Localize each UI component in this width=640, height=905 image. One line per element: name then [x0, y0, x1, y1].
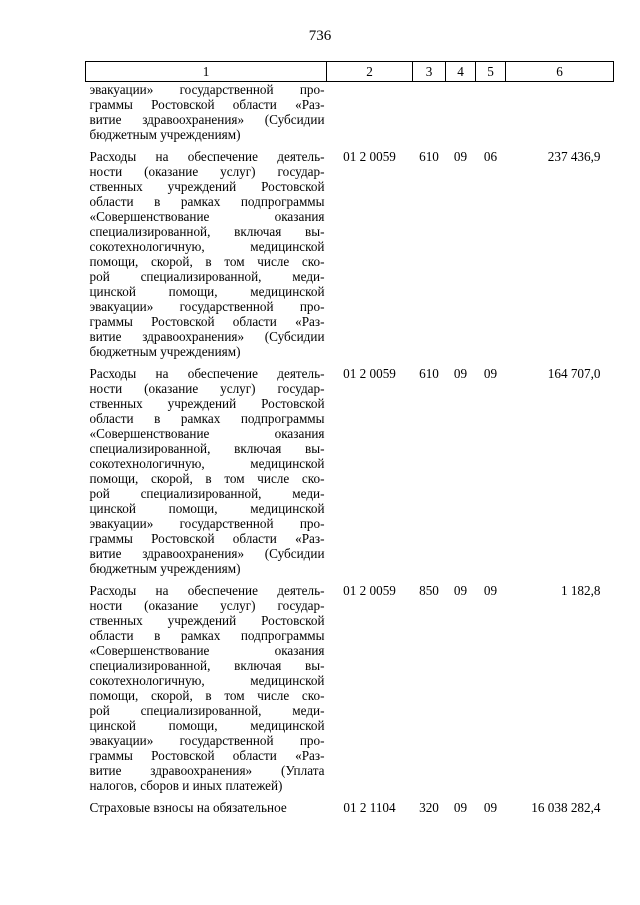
section-code: 09 [453, 583, 468, 598]
description-line: витие здравоохранения» (Субсидии [89, 546, 325, 561]
description-line: эвакуации» государственной про- [89, 82, 325, 97]
description-line: ности (оказание услуг) государ- [89, 164, 325, 179]
table-row [86, 82, 614, 150]
description-line: рой специализированной, меди- [89, 269, 325, 284]
table-row [86, 583, 614, 800]
expense-type-code: 610 [419, 366, 439, 381]
page-number: 736 [308, 28, 332, 44]
description-line: сокотехнологичную, медицинской [89, 673, 325, 688]
description-line: помощи, скорой, в том числе ско- [89, 254, 325, 269]
expense-description [86, 800, 327, 822]
description-line: граммы Ростовской области «Раз- [89, 97, 325, 112]
subsection-code: 06 [483, 149, 498, 164]
description-line: области в рамках подпрограммы [89, 411, 325, 426]
table-row [86, 149, 614, 366]
subsection-code [476, 82, 506, 150]
description-line: ности (оказание услуг) государ- [89, 598, 325, 613]
description-line: Расходы на обеспечение деятель- [89, 583, 325, 598]
expense-type-code: 610 [419, 149, 439, 164]
description-line: цинской помощи, медицинской [89, 718, 325, 733]
description-line: витие здравоохранения» (Субсидии [89, 112, 325, 127]
description-line: ственных учреждений Ростовской [89, 396, 325, 411]
column-header: 3 [413, 62, 446, 82]
target-article-code [327, 82, 413, 150]
description-line: специализированной, включая вы- [89, 658, 325, 673]
target-article-code: 01 2 1104 [343, 800, 396, 815]
table-row [86, 800, 614, 822]
description-line: области в рамках подпрограммы [89, 628, 325, 643]
section-code [446, 82, 476, 150]
column-header: 1 [86, 62, 327, 82]
amount: 237 436,9 [547, 149, 601, 164]
amount: 16 038 282,4 [531, 800, 601, 815]
expense-type-code: 850 [419, 583, 439, 598]
description-line: области в рамках подпрограммы [89, 194, 325, 209]
table-header-row [86, 62, 614, 82]
amount: 164 707,0 [547, 366, 601, 381]
subsection-code: 09 [483, 366, 498, 381]
column-header: 4 [446, 62, 476, 82]
expense-description [86, 366, 327, 583]
description-line: сокотехнологичную, медицинской [89, 239, 325, 254]
description-line: граммы Ростовской области «Раз- [89, 531, 325, 546]
description-line: цинской помощи, медицинской [89, 501, 325, 516]
table-row [86, 366, 614, 583]
expense-description [86, 149, 327, 366]
description-line: граммы Ростовской области «Раз- [89, 314, 325, 329]
description-line: витие здравоохранения» (Уплата [89, 763, 325, 778]
description-line: ственных учреждений Ростовской [89, 179, 325, 194]
expense-description [86, 82, 327, 150]
target-article-code: 01 2 0059 [343, 149, 396, 164]
section-code: 09 [453, 800, 468, 815]
description-line: ственных учреждений Ростовской [89, 613, 325, 628]
description-line: рой специализированной, меди- [89, 703, 325, 718]
description-line: бюджетным учреждениям) [89, 344, 241, 359]
description-line: помощи, скорой, в том числе ско- [89, 471, 325, 486]
description-line: бюджетным учреждениям) [89, 561, 241, 576]
description-line: «Совершенствование оказания [89, 643, 325, 658]
description-line: эвакуации» государственной про- [89, 516, 325, 531]
target-article-code: 01 2 0059 [343, 583, 396, 598]
description-line: витие здравоохранения» (Субсидии [89, 329, 325, 344]
amount: 1 182,8 [560, 583, 601, 598]
section-code: 09 [453, 149, 468, 164]
description-line: эвакуации» государственной про- [89, 299, 325, 314]
column-header: 6 [506, 62, 614, 82]
description-line: налогов, сборов и иных платежей) [89, 778, 283, 793]
budget-table [85, 61, 614, 822]
expense-description [86, 583, 327, 800]
description-line: Страховые взносы на обязательное [89, 800, 287, 815]
description-line: сокотехнологичную, медицинской [89, 456, 325, 471]
expense-type-code: 320 [419, 800, 439, 815]
description-line: бюджетным учреждениям) [89, 127, 241, 142]
description-line: ности (оказание услуг) государ- [89, 381, 325, 396]
description-line: граммы Ростовской области «Раз- [89, 748, 325, 763]
column-header: 5 [476, 62, 506, 82]
description-line: эвакуации» государственной про- [89, 733, 325, 748]
expense-type-code [413, 82, 446, 150]
section-code: 09 [453, 366, 468, 381]
description-line: Расходы на обеспечение деятель- [89, 149, 325, 164]
description-line: специализированной, включая вы- [89, 224, 325, 239]
description-line: Расходы на обеспечение деятель- [89, 366, 325, 381]
description-line: помощи, скорой, в том числе ско- [89, 688, 325, 703]
column-header: 2 [327, 62, 413, 82]
subsection-code: 09 [483, 583, 498, 598]
description-line: рой специализированной, меди- [89, 486, 325, 501]
description-line: «Совершенствование оказания [89, 209, 325, 224]
description-line: «Совершенствование оказания [89, 426, 325, 441]
description-line: цинской помощи, медицинской [89, 284, 325, 299]
target-article-code: 01 2 0059 [343, 366, 396, 381]
description-line: специализированной, включая вы- [89, 441, 325, 456]
amount [506, 82, 614, 150]
subsection-code: 09 [483, 800, 498, 815]
